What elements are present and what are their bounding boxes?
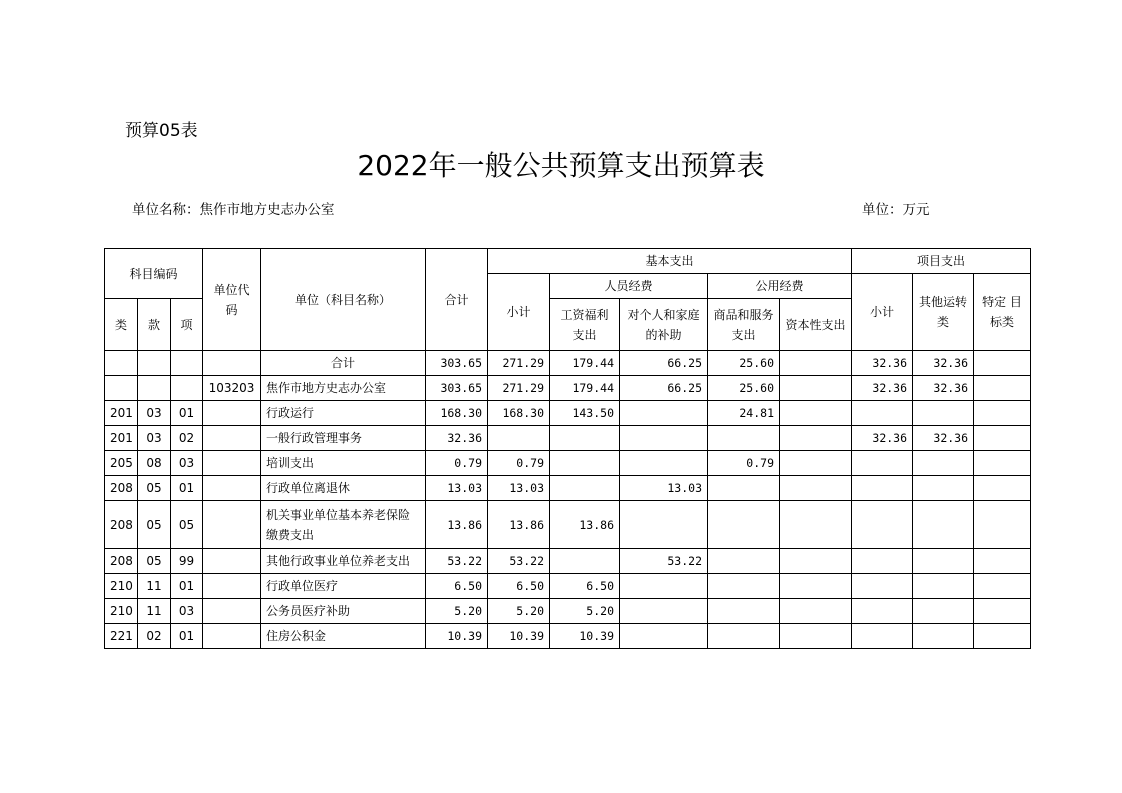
cell-capital [780,599,852,624]
cell-capital [780,351,852,376]
cell-subject-name: 行政单位离退休 [261,476,426,501]
cell-subject-name: 行政单位医疗 [261,574,426,599]
cell-specific-target [974,376,1031,401]
cell-individual-subsidies [620,426,708,451]
cell-project-subtotal [852,549,913,574]
header-personnel-funds: 人员经费 [550,274,708,299]
cell-xiang: 02 [171,426,203,451]
cell-capital [780,549,852,574]
cell-goods-services [708,501,780,549]
cell-total: 168.30 [426,401,488,426]
cell-goods-services: 25.60 [708,376,780,401]
cell-xiang: 01 [171,574,203,599]
cell-total: 303.65 [426,376,488,401]
cell-goods-services [708,426,780,451]
header-kuan: 款 [138,299,171,351]
cell-subject-name: 其他行政事业单位养老支出 [261,549,426,574]
header-basic-subtotal: 小计 [488,274,550,351]
cell-total: 0.79 [426,451,488,476]
cell-capital [780,401,852,426]
cell-total: 13.03 [426,476,488,501]
header-capital-expenditure: 资本性支出 [780,299,852,351]
cell-subject-name: 焦作市地方史志办公室 [261,376,426,401]
table-row [105,549,1031,574]
cell-individual-subsidies [620,599,708,624]
header-unit-code: 单位代码 [203,249,261,351]
cell-other-transfer: 32.36 [913,426,974,451]
cell-specific-target [974,624,1031,649]
cell-kuan [138,351,171,376]
cell-project-subtotal [852,401,913,426]
cell-basic-subtotal: 271.29 [488,351,550,376]
cell-basic-subtotal: 13.86 [488,501,550,549]
cell-capital [780,501,852,549]
cell-individual-subsidies: 13.03 [620,476,708,501]
unit-name-label: 单位名称：焦作市地方史志办公室 [132,202,335,218]
cell-wages-welfare: 179.44 [550,376,620,401]
cell-project-subtotal [852,451,913,476]
cell-capital [780,376,852,401]
cell-subject-name: 培训支出 [261,451,426,476]
table-row [105,426,1031,451]
cell-specific-target [974,476,1031,501]
cell-kuan: 02 [138,624,171,649]
cell-individual-subsidies: 53.22 [620,549,708,574]
cell-individual-subsidies: 66.25 [620,351,708,376]
header-goods-services: 商品和服务支出 [708,299,780,351]
cell-specific-target [974,451,1031,476]
cell-kuan: 11 [138,599,171,624]
cell-other-transfer [913,451,974,476]
cell-wages-welfare [550,476,620,501]
cell-wages-welfare: 13.86 [550,501,620,549]
budget-table [104,248,1031,649]
cell-capital [780,426,852,451]
cell-unit-code [203,351,261,376]
cell-basic-subtotal: 271.29 [488,376,550,401]
cell-lei: 208 [105,476,138,501]
cell-wages-welfare: 6.50 [550,574,620,599]
cell-xiang: 03 [171,599,203,624]
cell-goods-services: 25.60 [708,351,780,376]
cell-subject-name: 行政运行 [261,401,426,426]
header-lei: 类 [105,299,138,351]
cell-lei [105,376,138,401]
cell-unit-code [203,451,261,476]
cell-total: 53.22 [426,549,488,574]
cell-project-subtotal [852,574,913,599]
form-number-label: 预算05表 [125,121,198,141]
cell-kuan: 05 [138,476,171,501]
header-xiang: 项 [171,299,203,351]
cell-other-transfer [913,599,974,624]
cell-goods-services [708,549,780,574]
cell-goods-services: 0.79 [708,451,780,476]
cell-specific-target [974,574,1031,599]
header-wages-welfare: 工资福利支出 [550,299,620,351]
budget-table-body [105,351,1031,649]
table-row [105,376,1031,401]
table-row-grand-total [105,351,1031,376]
cell-xiang: 03 [171,451,203,476]
cell-other-transfer [913,624,974,649]
cell-kuan: 03 [138,401,171,426]
cell-unit-code [203,401,261,426]
cell-subject-name: 一般行政管理事务 [261,426,426,451]
cell-xiang: 01 [171,624,203,649]
header-total: 合计 [426,249,488,351]
header-unit-subject: 单位（科目名称） [261,249,426,351]
cell-unit-code [203,426,261,451]
cell-unit-code [203,599,261,624]
cell-specific-target [974,426,1031,451]
cell-lei: 201 [105,401,138,426]
cell-lei: 201 [105,426,138,451]
cell-individual-subsidies [620,501,708,549]
cell-kuan [138,376,171,401]
header-other-transfer: 其他运转类 [913,274,974,351]
cell-xiang: 01 [171,476,203,501]
cell-total: 32.36 [426,426,488,451]
cell-project-subtotal [852,599,913,624]
table-row [105,476,1031,501]
header-public-funds: 公用经费 [708,274,852,299]
cell-project-subtotal: 32.36 [852,426,913,451]
table-row [105,599,1031,624]
cell-xiang [171,351,203,376]
header-individual-subsidies: 对个人和家庭的补助 [620,299,708,351]
cell-lei: 205 [105,451,138,476]
cell-kuan: 08 [138,451,171,476]
cell-specific-target [974,501,1031,549]
cell-specific-target [974,351,1031,376]
cell-individual-subsidies [620,451,708,476]
cell-goods-services [708,599,780,624]
cell-capital [780,574,852,599]
cell-basic-subtotal: 6.50 [488,574,550,599]
cell-basic-subtotal: 13.03 [488,476,550,501]
cell-capital [780,451,852,476]
table-row [105,574,1031,599]
cell-lei [105,351,138,376]
header-project-expenditure: 项目支出 [852,249,1031,274]
cell-xiang: 99 [171,549,203,574]
table-row [105,451,1031,476]
page-title: 2022年一般公共预算支出预算表 [357,149,765,182]
cell-kuan: 03 [138,426,171,451]
cell-unit-code [203,624,261,649]
cell-unit-code: 103203 [203,376,261,401]
cell-lei: 210 [105,574,138,599]
cell-kuan: 05 [138,549,171,574]
cell-wages-welfare: 179.44 [550,351,620,376]
cell-wages-welfare: 10.39 [550,624,620,649]
cell-unit-code [203,574,261,599]
cell-specific-target [974,549,1031,574]
cell-goods-services [708,624,780,649]
cell-basic-subtotal [488,426,550,451]
cell-total: 10.39 [426,624,488,649]
cell-other-transfer: 32.36 [913,376,974,401]
cell-basic-subtotal: 0.79 [488,451,550,476]
cell-wages-welfare [550,549,620,574]
cell-lei: 208 [105,549,138,574]
cell-goods-services: 24.81 [708,401,780,426]
cell-xiang [171,376,203,401]
table-row [105,624,1031,649]
cell-individual-subsidies [620,401,708,426]
cell-other-transfer [913,476,974,501]
table-row [105,401,1031,426]
header-project-subtotal: 小计 [852,274,913,351]
table-row [105,501,1031,549]
cell-unit-code [203,476,261,501]
cell-other-transfer: 32.36 [913,351,974,376]
header-basic-expenditure: 基本支出 [488,249,852,274]
cell-total: 13.86 [426,501,488,549]
cell-individual-subsidies: 66.25 [620,376,708,401]
cell-basic-subtotal: 168.30 [488,401,550,426]
cell-total: 303.65 [426,351,488,376]
header-specific-target: 特定 目标类 [974,274,1031,351]
cell-wages-welfare [550,451,620,476]
cell-total: 5.20 [426,599,488,624]
cell-other-transfer [913,401,974,426]
cell-other-transfer [913,501,974,549]
cell-goods-services [708,574,780,599]
cell-specific-target [974,599,1031,624]
cell-subject-name: 合计 [261,351,426,376]
cell-individual-subsidies [620,574,708,599]
cell-project-subtotal: 32.36 [852,351,913,376]
cell-lei: 208 [105,501,138,549]
cell-specific-target [974,401,1031,426]
cell-project-subtotal [852,624,913,649]
cell-lei: 210 [105,599,138,624]
cell-goods-services [708,476,780,501]
cell-basic-subtotal: 53.22 [488,549,550,574]
cell-subject-name: 机关事业单位基本养老保险缴费支出 [261,501,426,549]
cell-kuan: 11 [138,574,171,599]
cell-lei: 221 [105,624,138,649]
currency-unit-label: 单位：万元 [862,202,930,218]
cell-basic-subtotal: 5.20 [488,599,550,624]
cell-subject-name: 住房公积金 [261,624,426,649]
cell-capital [780,476,852,501]
cell-total: 6.50 [426,574,488,599]
cell-individual-subsidies [620,624,708,649]
cell-subject-name: 公务员医疗补助 [261,599,426,624]
cell-xiang: 05 [171,501,203,549]
cell-xiang: 01 [171,401,203,426]
cell-basic-subtotal: 10.39 [488,624,550,649]
cell-other-transfer [913,549,974,574]
cell-other-transfer [913,574,974,599]
cell-wages-welfare [550,426,620,451]
cell-project-subtotal [852,501,913,549]
cell-project-subtotal: 32.36 [852,376,913,401]
cell-kuan: 05 [138,501,171,549]
cell-wages-welfare: 143.50 [550,401,620,426]
cell-wages-welfare: 5.20 [550,599,620,624]
cell-unit-code [203,549,261,574]
header-subject-code: 科目编码 [105,249,203,299]
cell-unit-code [203,501,261,549]
cell-capital [780,624,852,649]
cell-project-subtotal [852,476,913,501]
